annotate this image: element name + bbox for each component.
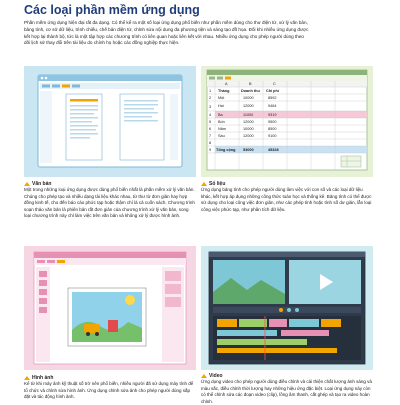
image-section-body: Kể từ khi máy ảnh kỹ thuật số trở nên phổ biến, nhiều người đã sử dụng máy tính để tổ chức và chỉnh sửa hình ảnh. Ứng dụng chỉnh sửa ảnh cho phép người dùng sắp đặt và tác động hình ảnh.: [24, 381, 194, 399]
document-icon: [66, 94, 102, 160]
image-editor-illustration: [24, 246, 196, 370]
page-title: Các loại phần mềm ứng dụng: [24, 3, 200, 17]
table-cell: 9319: [268, 112, 277, 117]
table-cell: Năm: [218, 126, 227, 131]
column-header: Tháng: [218, 89, 230, 93]
row-number: 7: [209, 134, 212, 138]
table-cell: Hai: [218, 104, 224, 108]
image-section: [24, 375, 196, 401]
table-cell: Sáu: [218, 133, 225, 138]
word-section-title: Văn bản: [24, 181, 196, 187]
sheet-section-title: Số liệu: [201, 181, 373, 187]
total-label: Tổng cộng: [216, 147, 236, 152]
row-number: 4: [209, 113, 212, 117]
video-icon: [289, 260, 361, 304]
row-number: 9: [209, 148, 212, 152]
column-header: Chi phí: [266, 89, 279, 93]
row-number: 5: [209, 120, 212, 124]
table-cell: Bốn: [218, 119, 225, 124]
picture-icon: [68, 288, 146, 346]
triangle-bullet-icon: [201, 182, 207, 186]
word-processor-illustration: [24, 66, 196, 177]
table-cell: 8500: [268, 126, 277, 131]
row-number: 8: [209, 141, 212, 145]
row-number: 6: [209, 127, 212, 131]
intro-paragraph: Phần mềm ứng dụng hiện đại rất đa dạng. Có thể kể ra một số loại ứng dụng phổ biến như phần mềm dùng cho thư điện tử, xử lý văn bản, bảng tính, cơ sở dữ liệu, trình chiếu, chế bản điện tử, chỉnh sửa nội dung đa phương tiện và sáng tạo đồ họa. Đối khi nhiều ứng dụng được kết hợp lại thành bộ, tức là một tập hợp các chương trình có liên quan hoặc liên kết với nhau. Nhiều ứng dụng cho phép người dùng theo dõi lịch sử thay đổi trên tài liệu do chính họ hoặc các đồng nghiệp thực hiện.: [24, 20, 309, 46]
total-value: 45328: [268, 147, 279, 152]
table-cell: 10000: [243, 126, 254, 131]
table-cell: 9100: [268, 133, 277, 138]
table-cell: 12000: [243, 119, 254, 124]
column-header: Doanh thu: [241, 89, 260, 93]
video-section-body: Ứng dụng video cho phép người dùng điều chỉnh và cải thiện chất lượng ảnh sáng và màu sắc, điều chỉnh thời lượng hay những hiệu ứng đặc biệt. Loại ứng dụng này còn có thể chỉnh sửa các đoạn video (clip), lồng âm thanh, cắt ghép và tạo ra video hoàn chỉnh.: [201, 379, 372, 404]
table-cell: 9464: [268, 104, 277, 108]
sheet-section: [201, 181, 373, 213]
total-value: 53000: [243, 147, 254, 152]
column-letter: A: [225, 82, 228, 86]
triangle-bullet-icon: [24, 182, 30, 186]
table-cell: 12000: [243, 104, 254, 108]
table-cell: 8592: [268, 96, 277, 100]
word-section-body: Một trong những loại ứng dụng được dùng phổ biến nhất là phần mềm xử lý văn bản. Chúng cho phép tạo và nhiều dạng tài liệu khác nhau, từ thư từ đơn giản hay hợp đồng kinh tế, cho đến báo cáo phức tạp hoặc thậm chí là cả cuốn sách. Chương trình soạn thảo văn bản là phiên bản rất đơn giản của chương trình xử lý văn bản, song loại chương trình này chỉ làm việc trên văn bản và không xử lý được hình ảnh.: [24, 187, 195, 218]
table-cell: 10000: [243, 96, 254, 100]
video-section-title: Video: [201, 373, 373, 379]
table-cell: 11000: [243, 112, 254, 117]
row-number: 1: [209, 89, 212, 93]
column-letter: B: [249, 82, 252, 86]
video-editor-illustration: [201, 246, 373, 370]
column-letter: C: [273, 82, 276, 86]
video-section: [201, 373, 373, 405]
spreadsheet-grid: [201, 66, 373, 177]
word-section: [24, 181, 196, 220]
image-section-title: Hình ảnh: [24, 375, 196, 381]
triangle-bullet-icon: [24, 376, 30, 380]
row-number: 3: [209, 105, 212, 109]
row-number: 2: [209, 96, 212, 100]
table-cell: 9500: [268, 119, 277, 124]
table-cell: Một: [218, 96, 225, 100]
triangle-bullet-icon: [201, 374, 207, 378]
table-cell: Ba: [218, 112, 223, 117]
sheet-section-body: Ứng dụng bảng tính cho phép người dùng làm việc với con số và các loại dữ liệu khác, kết hợp áp dụng những công thức toán học và thống kê. Bảng tính có thể được sử dụng cho loại công việc đơn giản, như các phép tính hoặc tính số dư giản, lẫn loại công việc phức tạp, như phân tích dữ liệu.: [201, 187, 372, 212]
table-cell: 12000: [243, 133, 254, 138]
